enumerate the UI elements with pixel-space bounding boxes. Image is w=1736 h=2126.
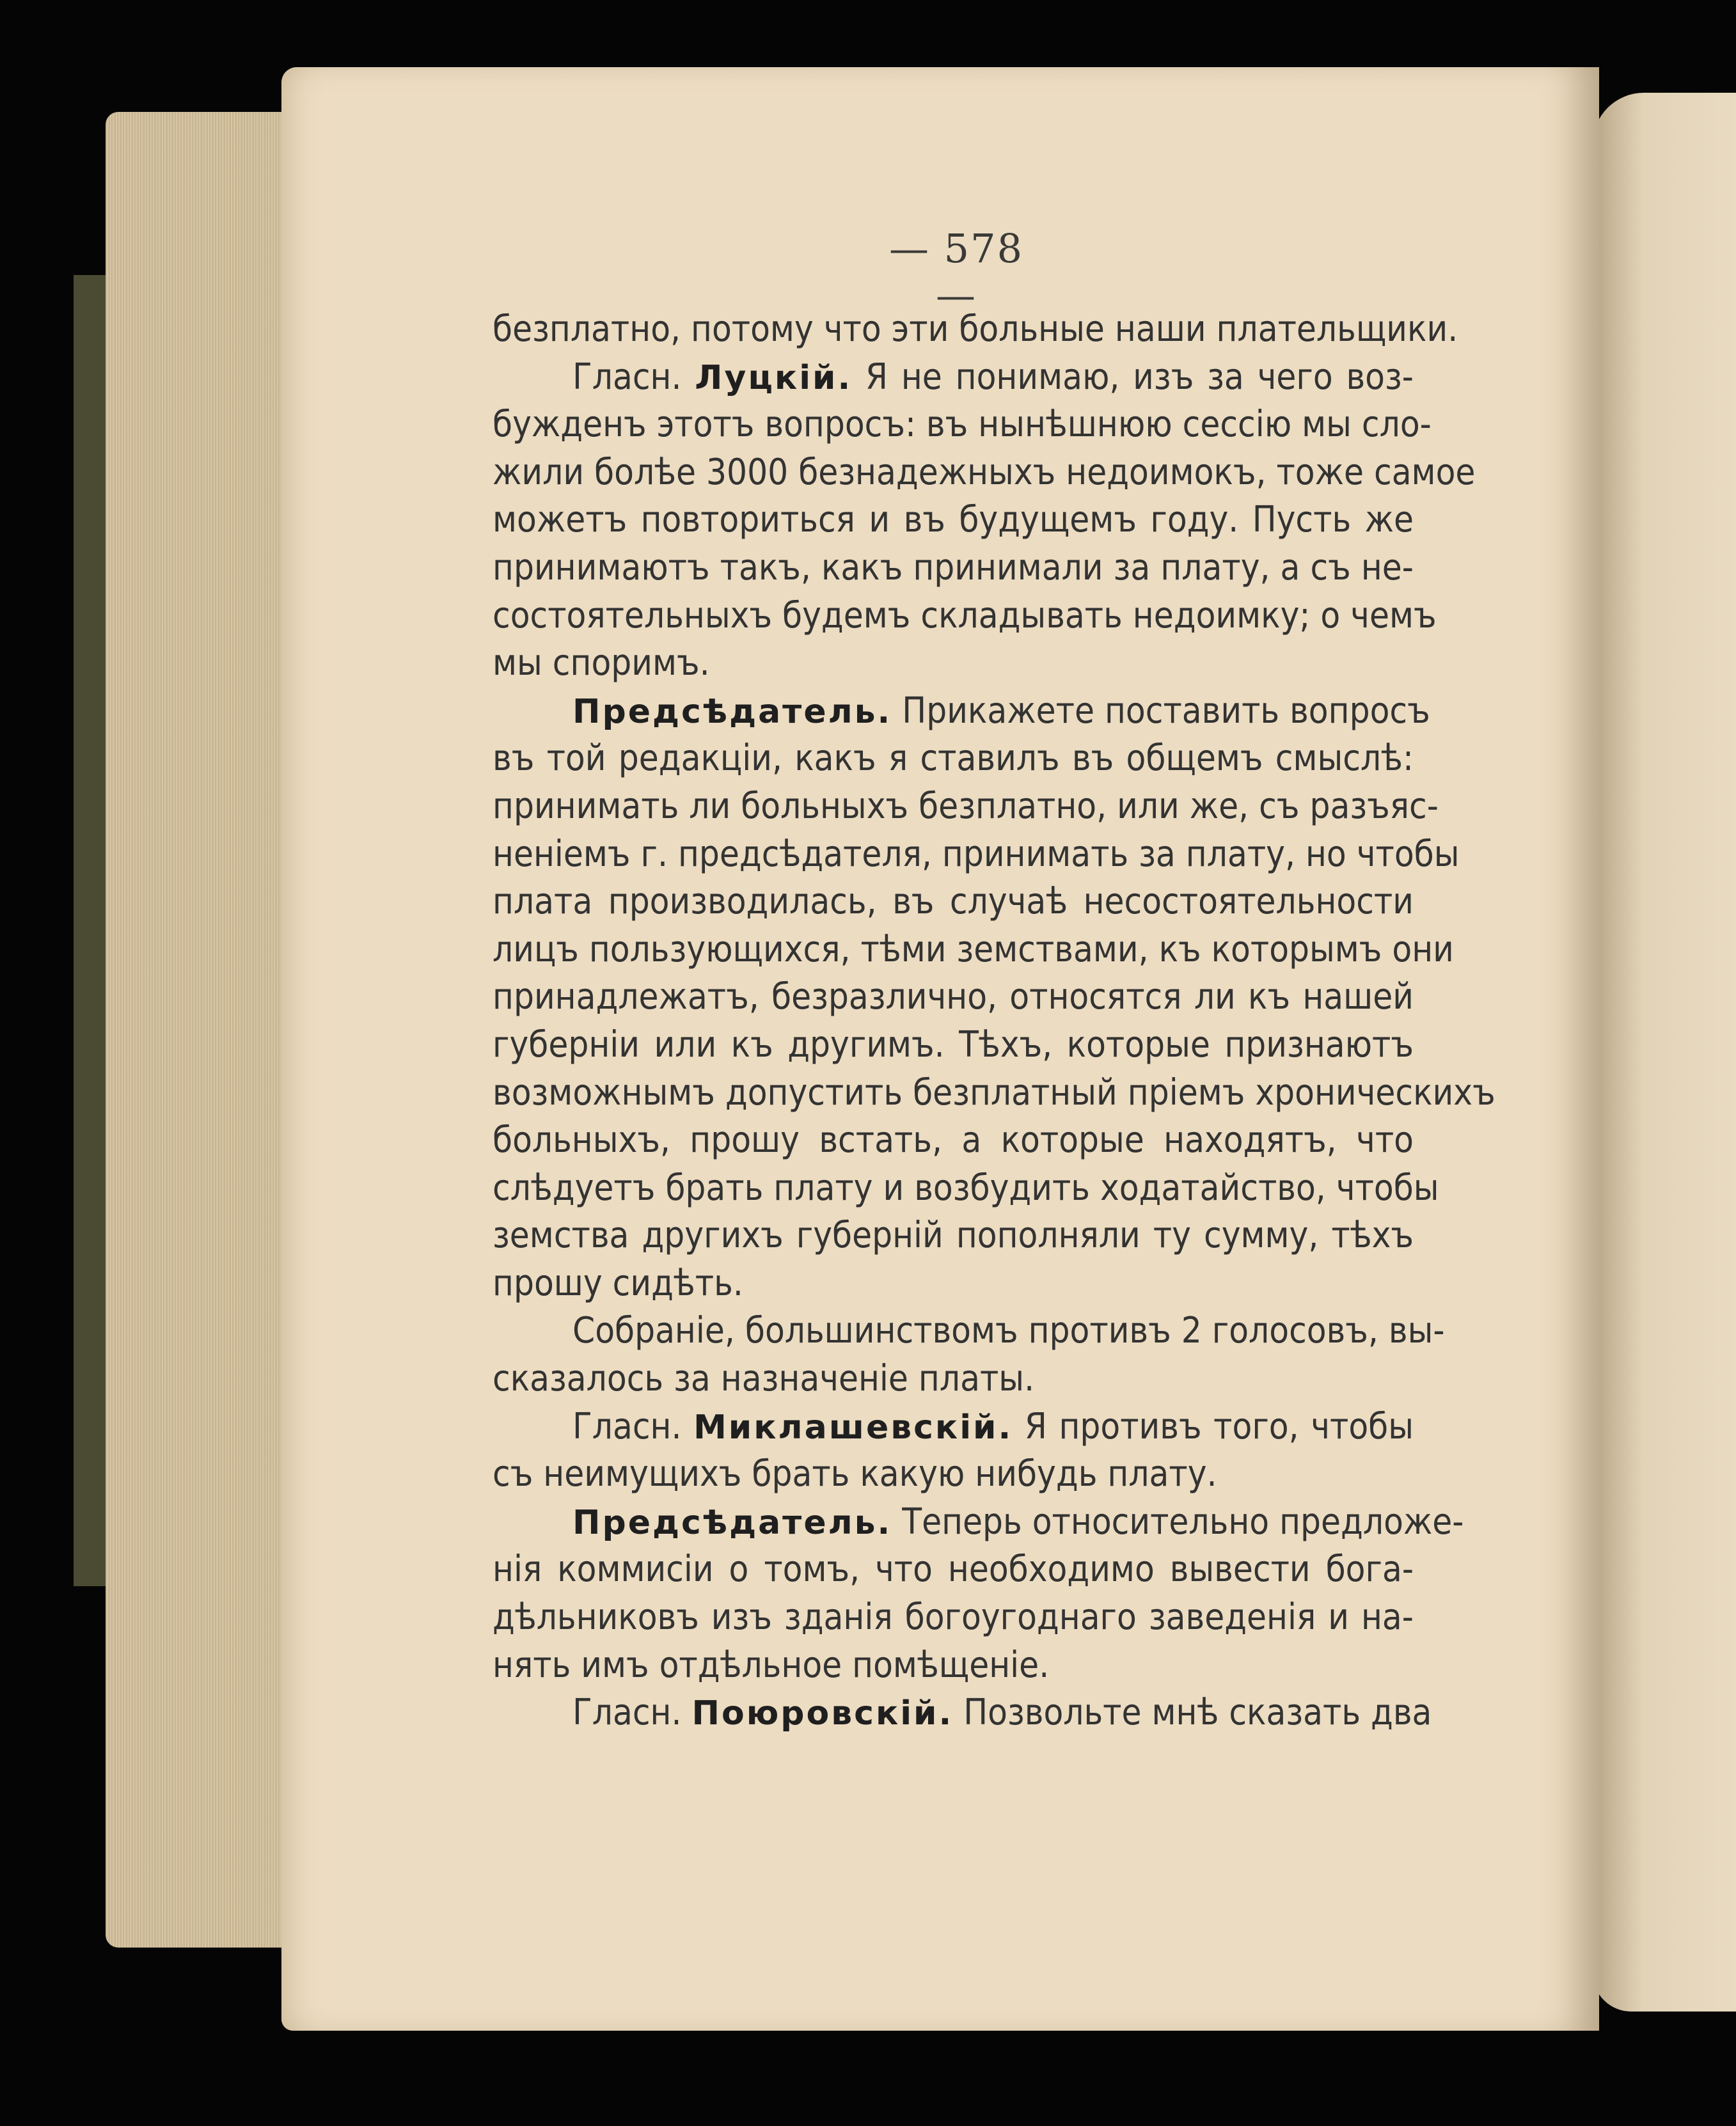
text-line: Гласн. Луцкій. Я не понимаю, изъ за чего воз- bbox=[572, 356, 1414, 398]
text-line: состоятельныхъ будемъ складывать недоимку; о чемъ bbox=[493, 594, 1437, 636]
text-line: возможнымъ допустить безплатный пріемъ хроническихъ bbox=[493, 1071, 1495, 1114]
speaker-name: Поюровскій. bbox=[691, 1694, 954, 1733]
text-line: нять имъ отдѣльное помѣщеніе. bbox=[493, 1644, 1050, 1686]
text-line: въ той редакціи, какъ я ставилъ въ общемъ смыслѣ: bbox=[493, 737, 1414, 780]
text-line: можетъ повториться и въ будущемъ году. Пусть же bbox=[493, 499, 1414, 541]
text-line: лицъ пользующихся, тѣми земствами, къ которымъ они bbox=[493, 928, 1454, 970]
book-cover-edge bbox=[74, 275, 109, 1586]
text-line: бужденъ этотъ вопросъ: въ нынѣшнюю сессію мы сло- bbox=[493, 404, 1432, 446]
page-number: — 578 — bbox=[888, 225, 1024, 319]
page-stack-edge bbox=[106, 112, 297, 1948]
text-line: дѣльниковъ изъ зданія богоугоднаго заведенія и на- bbox=[493, 1596, 1414, 1639]
text-line: мы споримъ. bbox=[493, 642, 710, 684]
text-line: принимать ли больныхъ безплатно, или же, съ разъяс- bbox=[493, 785, 1439, 827]
speaker-name: Луцкій. bbox=[695, 358, 853, 397]
text-line: жили болѣе 3000 безнадежныхъ недоимокъ, тоже самое bbox=[493, 451, 1476, 493]
text-line: больныхъ, прошу встать, а которые находятъ, что bbox=[493, 1119, 1414, 1161]
text-line: нія коммисіи о томъ, что необходимо вывести бога- bbox=[493, 1548, 1414, 1591]
text-line: принимаютъ такъ, какъ принимали за плату, а съ не- bbox=[493, 546, 1414, 588]
text-line: прошу сидѣть. bbox=[493, 1262, 743, 1304]
speaker-name: Предсѣдатель. bbox=[572, 1503, 892, 1542]
text-line: Собраніе, большинствомъ противъ 2 голосовъ, вы- bbox=[572, 1310, 1445, 1352]
text-line: Гласн. Миклашевскій. Я противъ того, чтобы bbox=[572, 1405, 1414, 1447]
text-line: неніемъ г. предсѣдателя, принимать за плату, но чтобы bbox=[493, 833, 1460, 875]
text-line: безплатно, потому что эти больные наши плательщики. bbox=[493, 308, 1458, 350]
text-line: сказалось за назначеніе платы. bbox=[493, 1358, 1035, 1400]
text-line: Предсѣдатель. Прикажете поставить вопросъ bbox=[572, 689, 1430, 732]
text-line: Гласн. Поюровскій. Позвольте мнѣ сказать два bbox=[572, 1692, 1432, 1734]
speaker-name: Миклашевскій. bbox=[693, 1408, 1013, 1447]
text-line: губерніи или къ другимъ. Тѣхъ, которые признаютъ bbox=[493, 1023, 1414, 1066]
text-line: съ неимущихъ брать какую нибудь плату. bbox=[493, 1453, 1217, 1495]
text-line: плата производилась, въ случаѣ несостоятельности bbox=[493, 881, 1414, 923]
page-text bbox=[493, 306, 1495, 1737]
facing-page bbox=[1593, 93, 1736, 2012]
text-line: слѣдуетъ брать плату и возбудить ходатайство, чтобы bbox=[493, 1167, 1439, 1209]
speaker-name: Предсѣдатель. bbox=[572, 692, 892, 731]
text-line: земства другихъ губерній пополняли ту сумму, тѣхъ bbox=[493, 1215, 1414, 1257]
text-line: принадлежатъ, безразлично, относятся ли къ нашей bbox=[493, 976, 1414, 1018]
text-line: Предсѣдатель. Теперь относительно предложе- bbox=[572, 1500, 1464, 1543]
